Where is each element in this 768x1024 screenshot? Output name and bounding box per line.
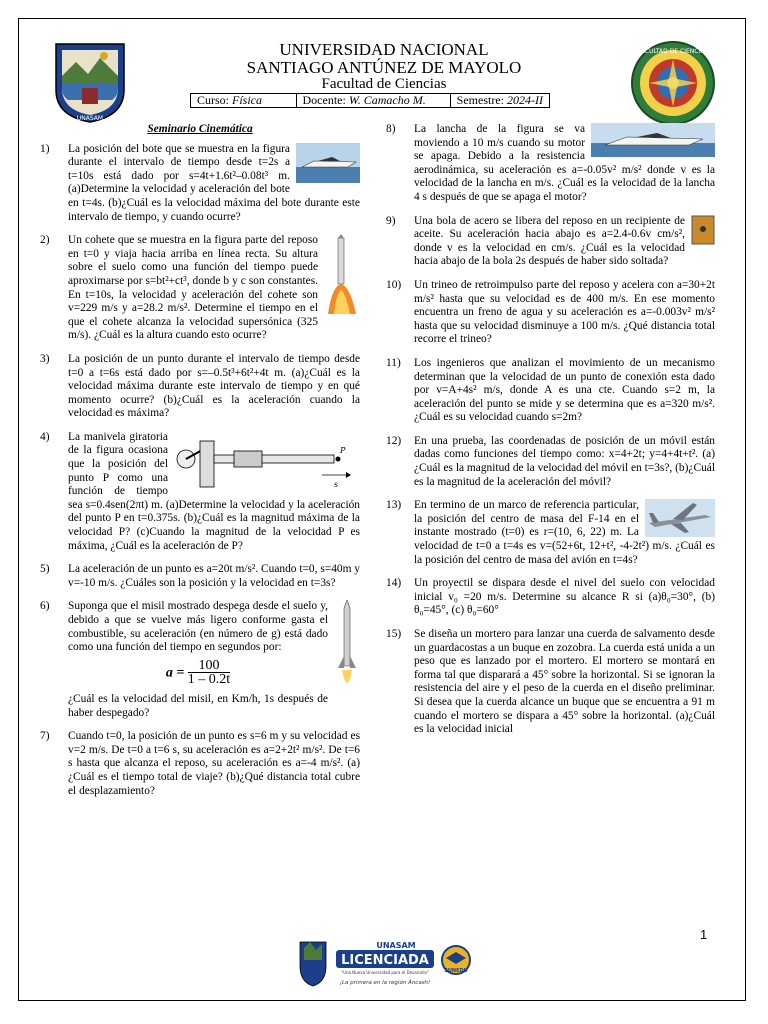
brand-main: LICENCIADA bbox=[341, 953, 429, 968]
problem-2 bbox=[40, 234, 360, 343]
problem-text: La posición del bote que se muestra en la figura durante el intervalo de tiempo desde t=2s a t=10s está dado por s=4t+1.6t²–0.08t³ m. (a)Determine la velocidad y aceleración del bote en t=4s. (b)¿Cuál es la velocidad máxima del bote durante este intervalo de tiempo, y cuando ocurre? bbox=[68, 142, 360, 223]
licensing-banner bbox=[296, 938, 476, 988]
problem-13 bbox=[386, 499, 715, 567]
semester-cell: Semestre: 2024-II bbox=[456, 93, 543, 107]
problem-3 bbox=[40, 353, 360, 421]
university-name-line2: SANTIAGO ANTÚNEZ DE MAYOLO bbox=[246, 58, 522, 77]
problem-text: Se diseña un mortero para lanzar una cuerda de salvamento desde un guardacostas a un buque en zozobra. La cuerda está unida a un peso que es lanzado por el mortero. El mortero se montará en forma tal que disparará a 45° sobre la horizontal. Si se ignoran la resistencia del aire y el peso de la cuerda en el diseño preliminar. Si desea que la cuerda alcance un buque que se encuentra a 91 m cuando el mortero se dispara a 45° sobre la horizontal. (a)¿Cuál es la velocidad inicial bbox=[414, 628, 715, 736]
brand-top: UNASAM bbox=[376, 941, 416, 950]
svg-text:P: P bbox=[340, 445, 346, 455]
problem-number: 14) bbox=[386, 577, 402, 590]
problem-12 bbox=[386, 435, 715, 489]
seminar-title: Seminario Cinemática bbox=[147, 123, 253, 135]
problem-number: 5) bbox=[40, 563, 50, 576]
problem-number: 12) bbox=[386, 434, 402, 447]
problem-text: Un cohete que se muestra en la figura parte del reposo en t=0 y viaja hacia arriba en línea recta. Su altura sobre el suelo como una función del tiempo puede aproximarse por s=bt²+ct³, donde b y c son constantes. En t=10s, la velocidad y aceleración del cohete son v=229 m/s y a=28.2 m/s². Determine el tiempo en el que el cohete alcanza la velocidad supersónica (325 m/s). ¿Cuál es la altura cuando esto ocurre? bbox=[68, 234, 318, 342]
problem-1 bbox=[40, 143, 360, 225]
problem-text: Cuando t=0, la posición de un punto es s=6 m y su velocidad es v=2 m/s. De t=0 a t=6 s, su aceleración es a=2+2t² m/s². De t=6 s hasta que alcanza el reposo, su aceleración es a=-4 m/s². (a)¿Cuál es el tiempo total de viaje? (b)¿Qué distancia total cubre el desplazamiento? bbox=[68, 730, 360, 797]
problem-7 bbox=[40, 730, 360, 798]
formula-numerator: 100 bbox=[188, 659, 230, 674]
problem-14 bbox=[386, 577, 715, 618]
formula-denominator: 1 – 0.2t bbox=[187, 672, 231, 688]
problem-text: Una bola de acero se libera del reposo en un recipiente de aceite. Su aceleración hacia abajo es a=2.4-0.6v cm/s², donde v es la velocidad en cm/s. ¿Cuál es la velocidad hacia abajo de la bola 2s después de haber sido soltada? bbox=[414, 214, 685, 268]
seal-text: FACULTAD DE CIENCIAS bbox=[637, 48, 709, 55]
problem-number: 8) bbox=[386, 123, 396, 135]
problem-11 bbox=[386, 357, 715, 425]
f14-jet-image bbox=[645, 499, 715, 537]
problem-number: 9) bbox=[386, 214, 396, 227]
problem-10 bbox=[386, 279, 715, 347]
teacher-cell: Docente: W. Camacho M. bbox=[297, 94, 451, 107]
faculty-name: Facultad de Ciencias bbox=[321, 76, 447, 92]
brand-tagline: ¡La primera en la región Áncash! bbox=[339, 980, 431, 986]
problem-number: 6) bbox=[40, 600, 50, 613]
speedboat-image bbox=[296, 143, 360, 183]
problem-4 bbox=[40, 431, 360, 553]
page-number: 1 bbox=[700, 927, 708, 942]
problem-number: 3) bbox=[40, 352, 50, 365]
problem-15 bbox=[386, 628, 715, 737]
problem-9 bbox=[386, 215, 715, 269]
problem-text: La manivela giratoria de la figura ocasiona que la posición del punto P como una función de tiempo sea s=0.4sen(2πt) m. (a)Determine la velocidad y la aceleración del punto P en t=0.375s. (b)¿Cuál es la magnitud máxima de la velocidad P? (c)Cuando la magnitud de la velocidad P es máxima, ¿Cuál es la aceleración de P? bbox=[68, 430, 360, 552]
problem-text: En una prueba, las coordenadas de posición de un móvil están dadas como funciones del tiempo como: x=4+2t; y=4+4t+t². (a)¿Cuál es la magnitud de la velocidad del móvil en t=3s?, (b)¿Cuál es la magnitud de la aceleración del móvil? bbox=[414, 434, 715, 488]
problem-8 bbox=[386, 123, 715, 205]
problem-text: Suponga que el misil mostrado despega desde el suelo y, debido a que se vuelve más ligero conforme gasta el combustible, su aceleración (en número de g) está dado como una función del tiempo en segundos por: bbox=[68, 600, 328, 654]
acceleration-formula: a = $\frac{100}{1 - 0.2t}$ bbox=[165, 657, 231, 688]
problem-text: Un trineo de retroimpulso parte del reposo y acelera con a=30+2t m/s² hasta que su velocidad es de 400 m/s. En ese momento encuentra un freno de agua y su aceleración es a=-0.003v² m/s² hasta que su velocidad disminuye a 100 m/s. ¿Qué distancia total recorre el trineo? bbox=[414, 278, 715, 346]
problem-number: 10) bbox=[386, 278, 402, 291]
problem-text: Los ingenieros que analizan el movimiento de un mecanismo determinan que la velocidad de un punto de conexión esta dado por v=A+4s² m/s, donde A es una cte. Cuando s=2 m, la aceleración del punto se mide y se determina que es a=320 m/s². ¿Cuál es su velocidad cuando s=2m? bbox=[414, 356, 715, 424]
course-info-bar bbox=[190, 93, 550, 108]
problem-number: 4) bbox=[40, 430, 50, 443]
problem-text: En termino de un marco de referencia particular, la posición del centro de masa del F-14 en el instante mostrado (t=0) es r=(10, 6, 22) m. La velocidad de t=0 a t=4s es v=(52+6t, 12+t², -4-2t²) m/s. ¿Cuál es la posición del centro de masa del avión en t=4s? bbox=[414, 499, 715, 566]
rocket-image bbox=[324, 234, 360, 314]
brand-motto: "Una Nueva Universidad para el Desarrollo" bbox=[341, 970, 429, 975]
problem-number: 2) bbox=[40, 234, 50, 247]
crest-text: UNASAM bbox=[76, 115, 104, 122]
course-cell: Curso: Física bbox=[191, 94, 297, 107]
problem-number: 1) bbox=[40, 142, 50, 155]
missile-image bbox=[334, 600, 360, 696]
right-column bbox=[386, 123, 715, 747]
problem-text: La posición de un punto durante el intervalo de tiempo desde t=0 a t=6s está dado por s=–0.5t³+6t²+4t m. (a)¿Cuál es la velocidad máxima durante este intervalo de tiempo y en qué momento ocurre? (b)¿Cuál es la aceleración cuando la velocidad es máxima? bbox=[68, 352, 360, 420]
problem-text: La aceleración de un punto es a=20t m/s². Cuando t=0, s=40m y v=-10 m/s. ¿Cuáles son la posición y la velocidad en t=3s? bbox=[68, 563, 360, 589]
crank-mechanism-diagram bbox=[174, 431, 360, 493]
oil-container-image bbox=[691, 215, 715, 245]
problem-number: 7) bbox=[40, 730, 50, 743]
problem-number: 11) bbox=[386, 356, 401, 369]
left-column bbox=[40, 123, 360, 808]
badge-text: SUNEDU bbox=[444, 968, 468, 974]
university-name-line1: UNIVERSIDAD NACIONAL bbox=[279, 40, 489, 59]
boat-image bbox=[591, 123, 715, 157]
problem-text: Un proyectil se dispara desde el nivel del suelo con velocidad inicial v₀ =20 m/s. Determine su alcance R si (a)θ₀=30°, (b) θ₀=45°, (c) θ₀=60° bbox=[414, 577, 715, 617]
problem-6 bbox=[40, 600, 360, 720]
problem-text: La lancha de la figura se va moviendo a 10 m/s cuando su motor se apaga. Debido a la resistencia aerodinámica, su aceleración es a=-0.05v² m/s² donde v es la velocidad de la lancha en m/s. ¿Cuál es la velocidad de la lancha 4 s después de que se apaga el motor? bbox=[414, 123, 715, 203]
svg-text:s: s bbox=[334, 479, 339, 489]
problem-text-continued: ¿Cuál es la velocidad del misil, en Km/h, 1s después de haber despegado? bbox=[68, 692, 328, 719]
problem-number: 13) bbox=[386, 499, 402, 512]
problem-number: 15) bbox=[386, 628, 402, 640]
problem-5 bbox=[40, 563, 360, 590]
